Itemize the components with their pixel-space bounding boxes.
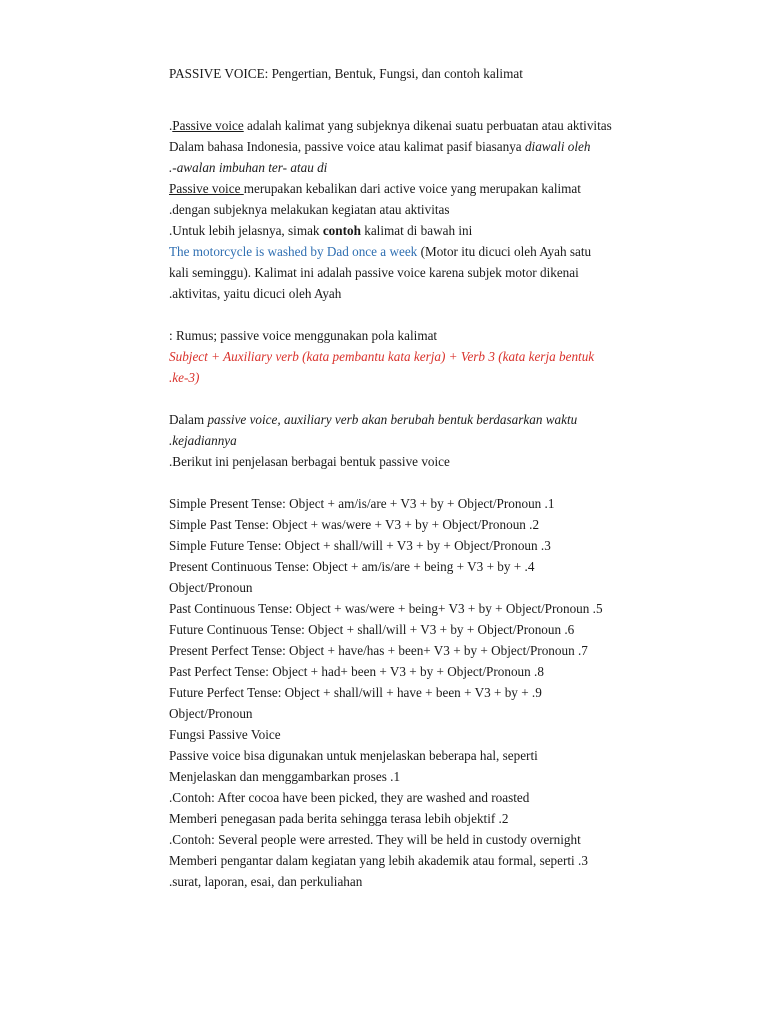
- fungsi-line: Menjelaskan dan menggambarkan proses .1: [169, 769, 401, 784]
- intro-line-4-rest: merupakan kebalikan dari active voice yang merupakan kalimat: [243, 181, 581, 196]
- formula-line-2: .ke-3): [169, 370, 200, 385]
- tense-line: Future Continuous Tense: Object + shall/will + V3 + by + Object/Pronoun .6: [169, 622, 575, 637]
- formula-line-1: Subject + Auxiliary verb (kata pembantu kata kerja) + Verb 3 (kata kerja bentuk: [169, 349, 595, 364]
- passive-voice-link[interactable]: Passive voice: [172, 118, 244, 133]
- intro-line-4: [169, 180, 581, 198]
- intro-line-6: [169, 222, 472, 240]
- tense-line: Simple Future Tense: Object + shall/will + V3 + by + Object/Pronoun .3: [169, 538, 551, 553]
- tense-line: Future Perfect Tense: Object + shall/will + have + been + V3 + by + .9: [169, 685, 542, 700]
- intro-line-2-text: Dalam bahasa Indonesia, passive voice atau kalimat pasif biasanya: [169, 139, 525, 154]
- intro-line-9: .aktivitas, yaitu dicuci oleh Ayah: [169, 286, 342, 301]
- intro-line-6-pre: .Untuk lebih jelasnya, simak: [169, 223, 323, 238]
- intro-line-1-rest: adalah kalimat yang subjeknya dikenai suatu perbuatan atau aktivitas: [243, 118, 612, 133]
- fungsi-line: .Contoh: Several people were arrested. They will be held in custody overnight: [169, 832, 581, 847]
- tense-line: Present Continuous Tense: Object + am/is/are + being + V3 + by + .4: [169, 559, 535, 574]
- example-line: [169, 243, 591, 261]
- dalam-plain: Dalam: [169, 412, 208, 427]
- contoh-bold: contoh: [322, 223, 361, 238]
- intro-line-1: [169, 117, 612, 135]
- intro-line-8: kali seminggu). Kalimat ini adalah passive voice karena subjek motor dikenai: [169, 265, 579, 280]
- dalam-line-2: .kejadiannya: [169, 433, 237, 448]
- example-sentence: The motorcycle is washed by Dad once a week: [169, 244, 418, 259]
- tense-line: Present Perfect Tense: Object + have/has + been+ V3 + by + Object/Pronoun .7: [169, 643, 588, 658]
- tense-line: Past Continuous Tense: Object + was/were + being+ V3 + by + Object/Pronoun .5: [169, 601, 603, 616]
- dalam-line-1: [169, 411, 577, 429]
- example-translation: (Motor itu dicuci oleh Ayah satu: [417, 244, 592, 259]
- intro-line-5: .dengan subjeknya melakukan kegiatan atau aktivitas: [169, 202, 450, 217]
- dalam-line-3: .Berikut ini penjelasan berbagai bentuk passive voice: [169, 454, 450, 469]
- tense-line: Object/Pronoun: [169, 580, 253, 595]
- fungsi-heading: Fungsi Passive Voice: [169, 727, 281, 742]
- intro-line-6-post: kalimat di bawah ini: [360, 223, 473, 238]
- tense-line: Simple Present Tense: Object + am/is/are + V3 + by + Object/Pronoun .1: [169, 496, 555, 511]
- dalam-italic: passive voice, auxiliary verb akan berubah bentuk berdasarkan waktu: [207, 412, 578, 427]
- fungsi-line: .surat, laporan, esai, dan perkuliahan: [169, 874, 363, 889]
- fungsi-line: Memberi penegasan pada berita sehingga terasa lebih objektif .2: [169, 811, 509, 826]
- intro-line-2: [169, 138, 591, 156]
- intro-line-3: .-awalan imbuhan ter- atau di: [169, 160, 328, 175]
- intro-line-2-italic: diawali oleh: [524, 139, 591, 154]
- fungsi-line: Passive voice bisa digunakan untuk menjelaskan beberapa hal, seperti: [169, 748, 538, 763]
- passive-voice-link-2[interactable]: Passive voice: [169, 181, 244, 196]
- tense-line: Past Perfect Tense: Object + had+ been + V3 + by + Object/Pronoun .8: [169, 664, 544, 679]
- tense-line: Simple Past Tense: Object + was/were + V3 + by + Object/Pronoun .2: [169, 517, 540, 532]
- document-title: PASSIVE VOICE: Pengertian, Bentuk, Fungsi, dan contoh kalimat: [169, 66, 523, 81]
- intro-prefix: .: [169, 118, 173, 133]
- tense-line: Object/Pronoun: [169, 706, 253, 721]
- rumus-line: : Rumus; passive voice menggunakan pola kalimat: [169, 328, 438, 343]
- fungsi-line: Memberi pengantar dalam kegiatan yang lebih akademik atau formal, seperti .3: [169, 853, 588, 868]
- fungsi-line: .Contoh: After cocoa have been picked, they are washed and roasted: [169, 790, 530, 805]
